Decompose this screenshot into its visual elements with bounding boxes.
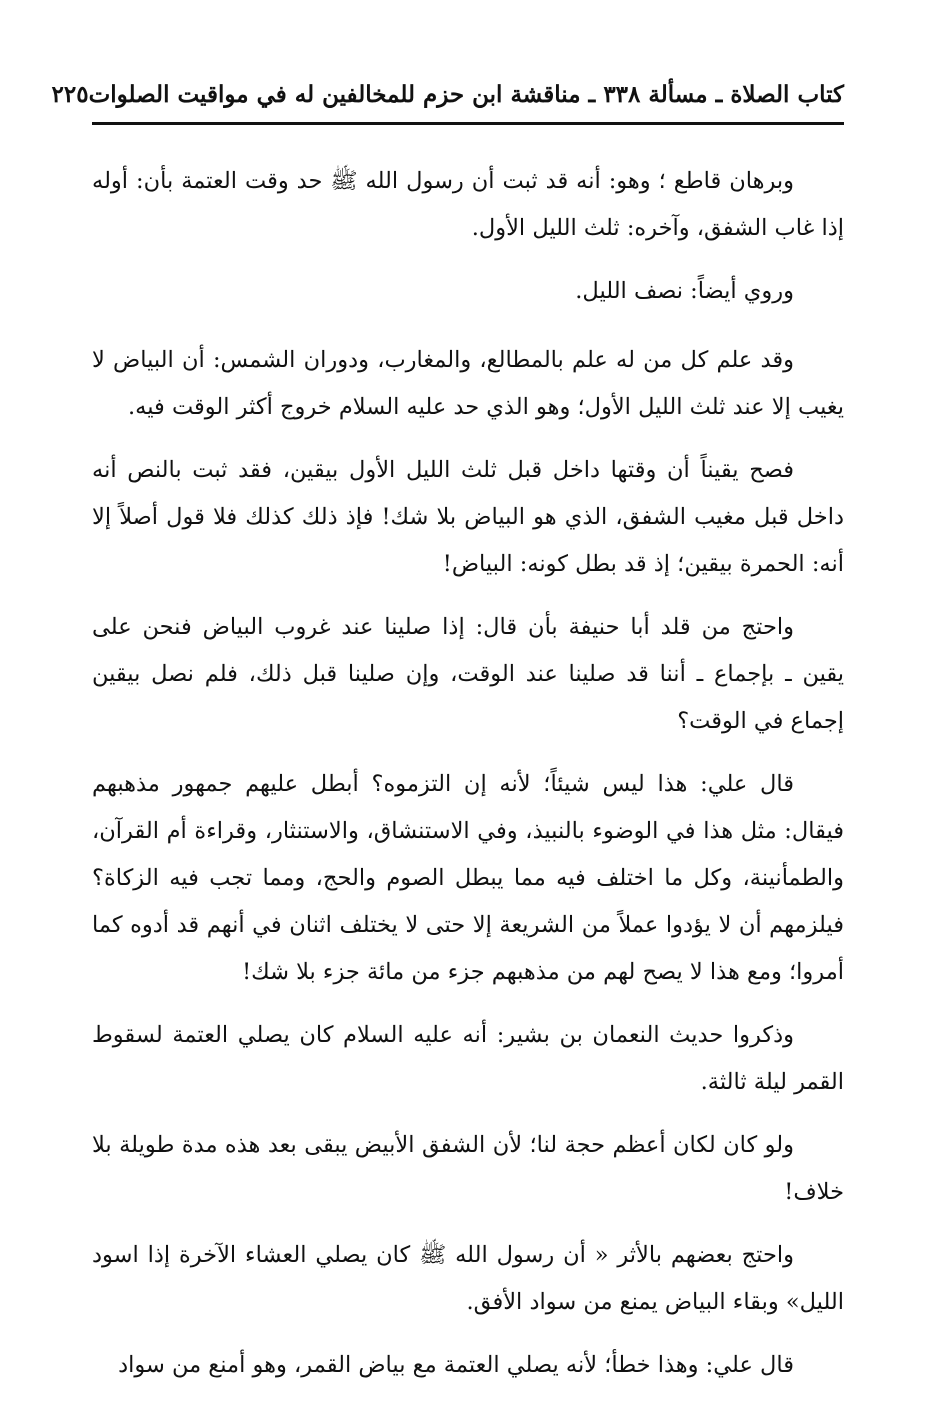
- page-header: [51, 74, 844, 114]
- paragraph-9: واحتج بعضهم بالأثر « أن رسول الله ﷺ كان يصلي العشاء الآخرة إذا اسود الليل» وبقاء البياض يمنع من سواد الأفق.: [92, 1242, 844, 1315]
- paragraph-3: وقد علم كل من له علم بالمطالع، والمغارب، ودوران الشمس: أن البياض لا يغيب إلا عند ثلث الليل الأول؛ وهو الذي حد عليه السلام خروج أكثر الوقت فيه.: [92, 347, 844, 420]
- page-number: ٢٢٥: [51, 80, 89, 108]
- paragraph-10: قال علي: وهذا خطأ؛ لأنه يصلي العتمة مع بياض القمر، وهو أمنع من سواد: [118, 1352, 794, 1378]
- page-body: [92, 158, 844, 1405]
- paragraph-8: ولو كان لكان أعظم حجة لنا؛ لأن الشفق الأبيض يبقى بعد هذه مدة طويلة بلا خلاف!: [92, 1132, 844, 1205]
- paragraph-2: وروي أيضاً: نصف الليل.: [575, 278, 794, 304]
- paragraph-4: فصح يقيناً أن وقتها داخل قبل ثلث الليل الأول بيقين، فقد ثبت بالنص أنه داخل قبل مغيب الشفق، الذي هو البياض بلا شك! فإذ ذلك كذلك فلا قول أصلاً إلا أنه: الحمرة بيقين؛ إذ قد بطل كونه: البياض!: [92, 457, 844, 577]
- paragraph-1: وبرهان قاطع ؛ وهو: أنه قد ثبت أن رسول الله ﷺ حد وقت العتمة بأن: أوله إذا غاب الشفق، وآخره: ثلث الليل الأول.: [92, 168, 844, 241]
- running-title: كتاب الصلاة ـ مسألة ٣٣٨ ـ مناقشة ابن حزم للمخالفين له في مواقيت الصلوات: [88, 80, 844, 108]
- header-rule: [92, 122, 844, 125]
- paragraph-6: قال علي: هذا ليس شيئاً؛ لأنه إن التزموه؟ أبطل عليهم جمهور مذهبهم فيقال: مثل هذا في الوضوء بالنبيذ، وفي الاستنشاق، والاستنثار، وقراءة أم القرآن، والطمأنينة، وكل ما اختلف فيه مما يبطل الصوم والحج، ومما تجب فيه الزكاة؟ فيلزمهم أن لا يؤدوا عملاً من الشريعة إلا حتى لا يختلف اثنان في أنهم قد أدوه كما أمروا؛ ومع هذا لا يصح لهم من مذهبهم جزء من مائة جزء بلا شك!: [92, 771, 844, 985]
- paragraph-5: واحتج من قلد أبا حنيفة بأن قال: إذا صلينا عند غروب البياض فنحن على يقين ـ بإجماع ـ أننا قد صلينا عند الوقت، وإن صلينا قبل ذلك، فلم نصل بيقين إجماع في الوقت؟: [92, 614, 844, 734]
- paragraph-7: وذكروا حديث النعمان بن بشير: أنه عليه السلام كان يصلي العتمة لسقوط القمر ليلة ثالثة.: [92, 1022, 844, 1095]
